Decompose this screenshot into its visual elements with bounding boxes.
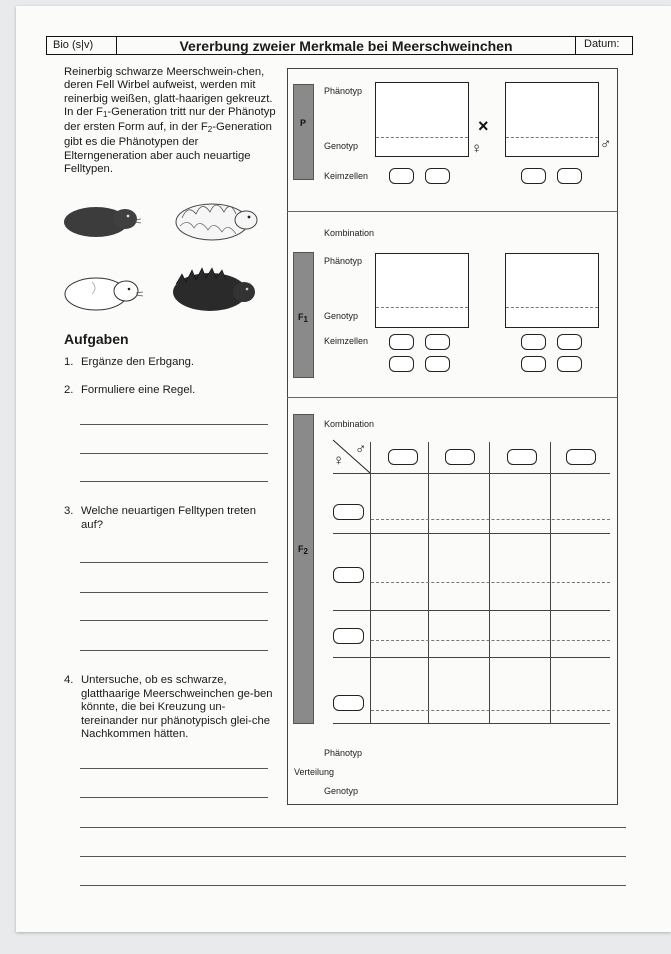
f2-generation-bar [293,414,314,724]
genotype-separator [371,582,610,583]
black-rosette-guinea-pig-illustration [170,262,258,314]
tasks-heading: Aufgaben [64,331,129,347]
answer-line[interactable] [80,562,268,563]
grid-line [333,533,610,534]
cross-icon: × [478,116,489,136]
f1-phenotype-box[interactable] [375,253,469,328]
gamete-field[interactable] [425,356,450,372]
female-symbol-icon: ♀ [333,452,345,469]
p-generation-bar [293,84,314,180]
male-gamete-field[interactable] [566,449,596,465]
gamete-field[interactable] [557,356,582,372]
answer-line[interactable] [80,592,268,593]
distribution-genotype-label: Genotyp [324,786,359,796]
task-3: 3. Welche neuartigen Felltypen treten auf? [64,505,256,531]
male-symbol-icon: ♂ [355,441,367,458]
gamete-field[interactable] [389,168,414,184]
genotype-separator [371,640,610,641]
answer-line[interactable] [80,650,268,651]
gamete-field[interactable] [557,334,582,350]
genotype-separator [376,307,468,308]
grid-line [428,442,429,724]
black-smooth-guinea-pig-illustration [62,200,142,240]
p-male-phenotype-box[interactable] [505,82,599,157]
gamete-field[interactable] [521,356,546,372]
grid-line [550,442,551,724]
white-smooth-guinea-pig-illustration [62,272,144,314]
genotype-separator [506,307,598,308]
grid-line [489,442,490,724]
p-gametes-label: Keimzellen [324,171,369,181]
worksheet-title: Vererbung zweier Merkmale bei Meerschweinchen [117,37,576,54]
genotype-separator [376,137,468,138]
f1-combination-label: Kombination [324,228,375,238]
answer-line[interactable] [80,885,626,886]
p-genotype-label: Genotyp [324,141,359,151]
grid-line [333,657,610,658]
female-gamete-field[interactable] [333,504,364,520]
genotype-separator [371,710,610,711]
task-4: 4. Untersuche, ob es schwarze, glatthaarige Meerschweinchen ge-ben könnte, die bei Kreuzung un-tereinander nur phänotypisch glei-che Nachkommen hätten. [64,674,273,740]
female-symbol-icon: ♀ [471,140,483,157]
p-phenotype-label: Phänotyp [324,86,363,96]
female-gamete-field[interactable] [333,567,364,583]
male-gamete-field[interactable] [507,449,537,465]
task-2: 2. Formuliere eine Regel. [64,384,196,396]
genotype-separator [371,519,610,520]
answer-line[interactable] [80,481,268,482]
female-gamete-field[interactable] [333,628,364,644]
p-female-phenotype-box[interactable] [375,82,469,157]
subject-label: Bio (s|v) [47,37,117,54]
f2-generation-label: F2 [298,544,308,556]
grid-line [333,610,610,611]
gamete-field[interactable] [521,334,546,350]
genotype-separator [506,137,598,138]
male-gamete-field[interactable] [388,449,418,465]
section-divider [287,397,618,398]
f2-combination-label: Kombination [324,419,375,429]
female-gamete-field[interactable] [333,695,364,711]
answer-line[interactable] [80,768,268,769]
f1-genotype-label: Genotyp [324,311,359,321]
task-1: 1. Ergänze den Erbgang. [64,356,195,368]
gamete-field[interactable] [425,168,450,184]
f1-generation-label: F1 [298,312,308,324]
intro-text: Reinerbig schwarze Meerschwein-chen, deren Fell Wirbel aufweist, werden mit reinerbig weißen, glatt-haarigen gekreuzt. In der $F_1$-Generation tritt nur der Phänotyp der ersten Form auf, in der $F_2$-Generation gibt es die Phänotypen der Elterngeneration aber auch neuartige Felltypen. [64,66,276,176]
grid-line [333,723,610,724]
grid-line [370,442,371,724]
f1-phenotype-box[interactable] [505,253,599,328]
distribution-phenotype-label: Phänotyp [324,748,363,758]
answer-line[interactable] [80,856,626,857]
distribution-label: Verteilung [294,767,335,777]
answer-line[interactable] [80,424,268,425]
answer-line[interactable] [80,797,268,798]
answer-line[interactable] [80,827,626,828]
grid-line [333,473,610,474]
gamete-field[interactable] [557,168,582,184]
white-rosette-guinea-pig-illustration [172,192,260,244]
gamete-field[interactable] [521,168,546,184]
f1-phenotype-label: Phänotyp [324,256,363,266]
gamete-field[interactable] [425,334,450,350]
gamete-field[interactable] [389,334,414,350]
section-divider [287,211,618,212]
male-symbol-icon: ♂ [600,136,612,153]
date-field[interactable]: Datum: [584,38,620,50]
answer-line[interactable] [80,620,268,621]
p-generation-label: P [300,118,307,128]
gamete-field[interactable] [389,356,414,372]
answer-line[interactable] [80,453,268,454]
worksheet-header [46,36,633,55]
male-gamete-field[interactable] [445,449,475,465]
f1-gametes-label: Keimzellen [324,336,369,346]
